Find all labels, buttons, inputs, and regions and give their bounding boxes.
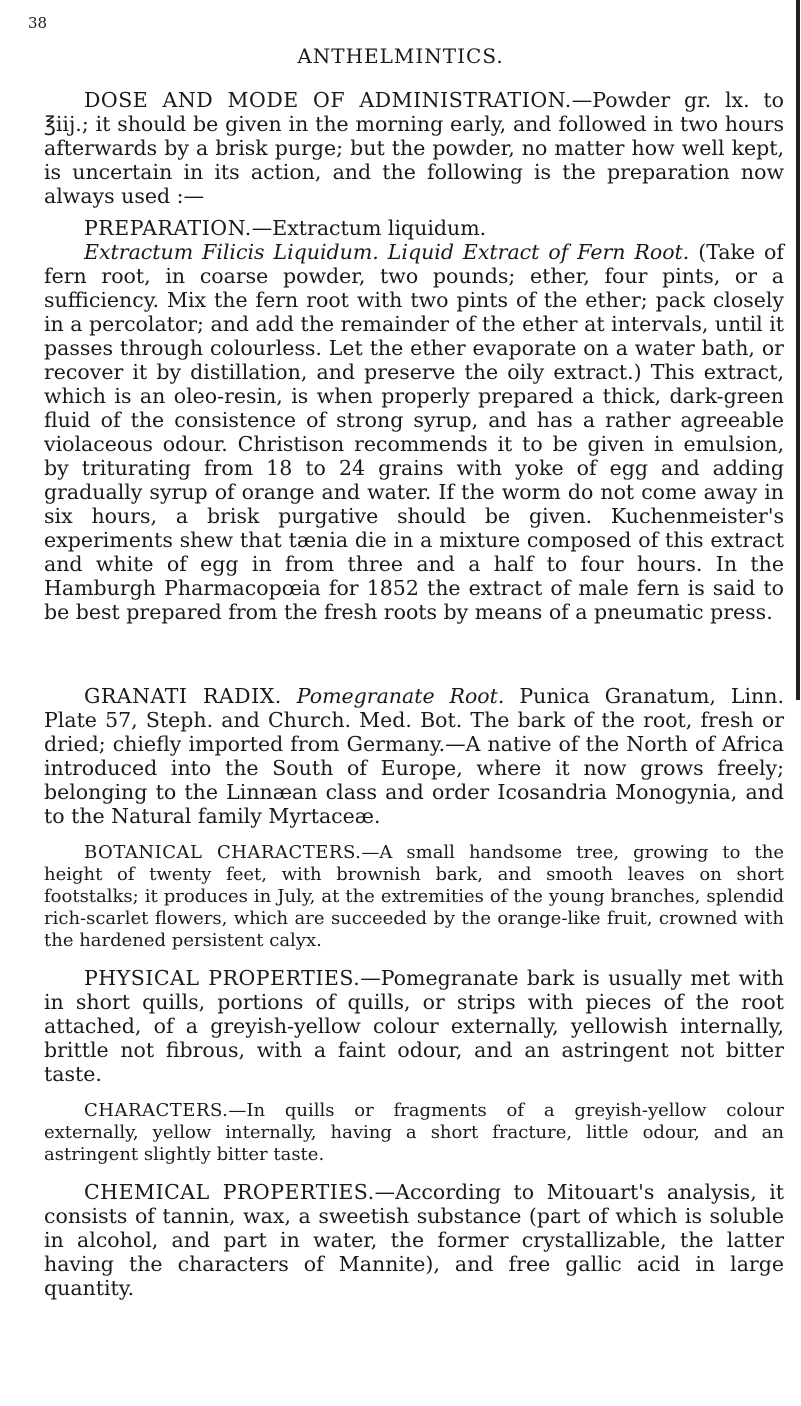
page-body <box>44 88 784 1300</box>
physical-text: —Pomegranate bark is usually met with in short quills, portions of quills, or strips with pieces of the root attached, of a greyish-yellow colour externally, yellowish internally, brittle not fibrous, with a faint odour, and an astringent not bitter taste. <box>44 966 784 1086</box>
granati-paragraph <box>44 684 784 828</box>
characters-text: —In quills or fragments of a greyish-yellow colour externally, yellow internally, having a short fracture, little odour, and an astringent slightly bitter taste. <box>44 1100 784 1165</box>
characters-heading: CHARACTERS. <box>84 1100 229 1121</box>
preparation-paragraph <box>44 216 784 240</box>
physical-paragraph <box>44 966 784 1086</box>
preparation-text: —Extractum liquidum. <box>251 216 487 240</box>
dose-paragraph <box>44 88 784 208</box>
botanical-text: —A small handsome tree, growing to the height of twenty feet, with brownish bark, and smooth leaves on short footstalks; it produces in July, at the extremities of the young branches, splendid rich-scarlet flowers, which are succeeded by the orange-like fruit, crowned with the hardened persistent calyx. <box>44 842 784 951</box>
botanical-heading: BOTANICAL CHARACTERS. <box>84 842 362 863</box>
chemical-paragraph <box>44 1180 784 1300</box>
granati-text: Punica Granatum, Linn. Plate 57, Steph. and Church. Med. Bot. The bark of the root, fresh or dried; chiefly imported from Germany.—A native of the North of Africa introduced into the South of Europe, where it now grows freely; belonging to the Linnæan class and order Icosandria Monogynia, and to the Natural family Myrtaceæ. <box>44 684 784 828</box>
preparation-heading: PREPARATION. <box>84 216 252 240</box>
page-edge-shadow <box>796 0 800 700</box>
granati-english-name: Pomegranate Root. <box>296 684 505 708</box>
extract-paragraph <box>44 240 784 624</box>
chemical-text: —According to Mitouart's analysis, it consists of tannin, wax, a sweetish substance (part of which is soluble in alcohol, and part in water, the former crystallizable, the latter having the characters of Mannite), and free gallic acid in large quantity. <box>44 1180 784 1300</box>
characters-paragraph <box>44 1100 784 1166</box>
extract-text: (Take of fern root, in coarse powder, two pounds; ether, four pints, or a sufficiency. Mix the fern root with two pints of the ether; pack closely in a percolator; and add the remainder of the ether at intervals, until it passes through colourless. Let the ether evaporate on a water bath, or recover it by distillation, and preserve the oily extract.) This extract, which is an oleo-resin, is when properly prepared a thick, dark-green fluid of the consistence of strong syrup, and has a rather agreeable violaceous odour. Christison recommends it to be given in emulsion, by triturating from 18 to 24 grains with yoke of egg and adding gradually syrup of orange and water. If the worm do not come away in six hours, a brisk purgative should be given. Kuchenmeister's experiments shew that tænia die in a mixture composed of this extract and white of egg in from three and a half to four hours. In the Hamburgh Pharmacopœia for 1852 the extract of male fern is said to be best prepared from the fresh roots by means of a pneumatic press. <box>44 240 784 624</box>
dose-heading: DOSE AND MODE OF ADMINISTRATION. <box>84 88 572 112</box>
physical-heading: PHYSICAL PROPERTIES. <box>84 966 361 990</box>
botanical-paragraph <box>44 842 784 952</box>
granati-heading: GRANATI RADIX. <box>84 684 282 708</box>
extract-title: Extractum Filicis Liquidum. Liquid Extract of Fern Root. <box>84 240 690 264</box>
dose-text: —Powder gr. lx. to ℥iij.; it should be given in the morning early, and followed in two hours afterwards by a brisk purge; but the powder, no matter how well kept, is uncertain in its action, and the following is the preparation now always used :— <box>44 88 784 208</box>
chemical-heading: CHEMICAL PROPERTIES. <box>84 1180 375 1204</box>
page-number: 38 <box>28 14 48 32</box>
running-head: ANTHELMINTICS. <box>297 44 504 68</box>
